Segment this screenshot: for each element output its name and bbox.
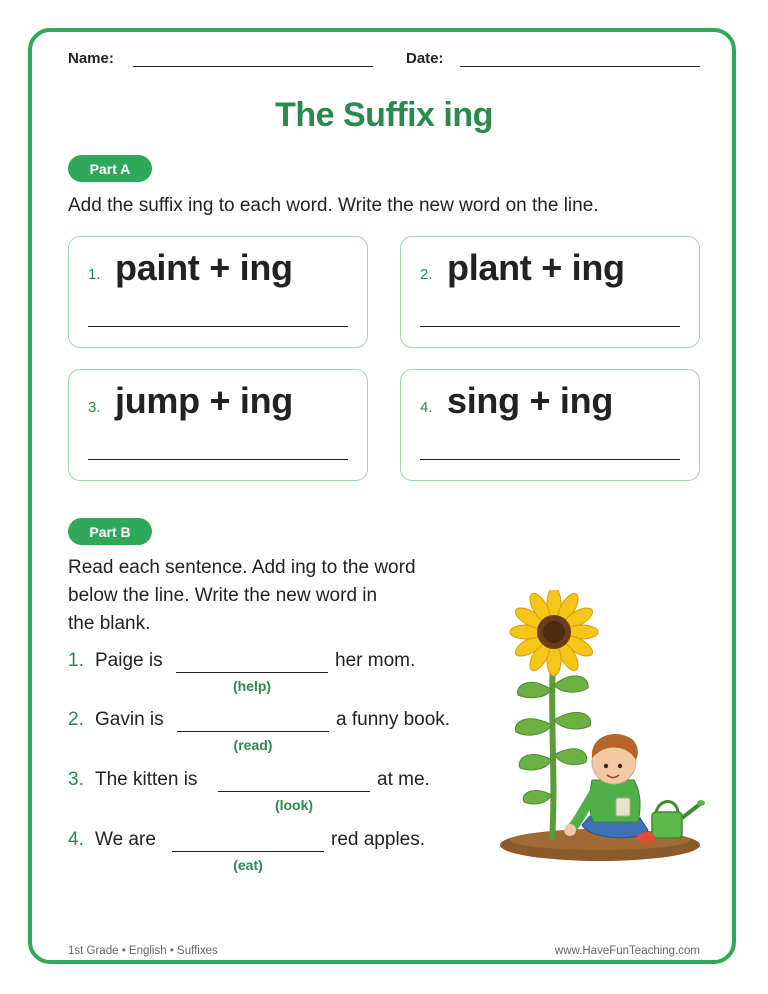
item-number: 3. — [88, 399, 101, 416]
answer-blank[interactable] — [176, 672, 328, 673]
sentence-number: 4. — [68, 829, 84, 850]
sentence-number: 2. — [68, 709, 84, 730]
answer-line[interactable] — [88, 326, 348, 327]
answer-blank[interactable] — [177, 731, 329, 732]
answer-line[interactable] — [420, 326, 680, 327]
date-line[interactable] — [460, 66, 700, 67]
sentence-after: at me. — [377, 769, 430, 790]
item-word: sing + ing — [447, 380, 614, 421]
date-label: Date: — [406, 50, 444, 67]
item-word: jump + ing — [115, 380, 294, 421]
word-hint: (eat) — [233, 857, 263, 873]
sentence-before: We are — [95, 829, 156, 850]
sentence-number: 3. — [68, 769, 84, 790]
sentence-number: 1. — [68, 650, 84, 671]
sentence-before: Gavin is — [95, 709, 164, 730]
name-label: Name: — [68, 50, 114, 67]
item-number: 1. — [88, 266, 101, 283]
word-hint: (help) — [232, 678, 272, 694]
sunflower-head — [510, 590, 598, 676]
word-box-4 — [400, 369, 700, 481]
sentence-after: red apples. — [331, 829, 426, 850]
word-box-2 — [400, 236, 700, 348]
item-word: paint + ing — [115, 247, 293, 288]
footer-grade-info: 1st Grade • English • Suffixes — [68, 945, 218, 957]
word-box-1 — [68, 236, 368, 348]
footer-website[interactable]: www.HaveFunTeaching.com — [554, 945, 700, 957]
part-a-instructions: Add the suffix ing to each word. Write the new word on the line. — [68, 195, 599, 216]
part-b-instructions-line-2: below the line. Write the new word in — [68, 585, 378, 606]
word-hint: (look) — [274, 797, 314, 813]
sunflower-boy-illustration — [490, 590, 710, 870]
watering-can — [652, 800, 705, 838]
item-word: plant + ing — [447, 247, 625, 288]
item-number: 2. — [420, 266, 433, 283]
page-title: The Suffix ing — [275, 96, 493, 134]
part-a-badge: Part A — [68, 155, 152, 182]
word-hint: (read) — [233, 737, 273, 753]
sunflower-stem — [552, 660, 553, 840]
answer-line[interactable] — [420, 459, 680, 460]
sentence-after: her mom. — [335, 650, 416, 671]
answer-line[interactable] — [88, 459, 348, 460]
part-b-instructions-line-3: the blank. — [68, 613, 151, 634]
sentence-after: a funny book. — [336, 709, 451, 730]
part-b-instructions-line-1: Read each sentence. Add ing to the word — [68, 557, 416, 578]
item-number: 4. — [420, 399, 433, 416]
name-line[interactable] — [133, 66, 373, 67]
sentence-before: The kitten is — [95, 769, 198, 790]
part-b-badge: Part B — [68, 518, 152, 545]
answer-blank[interactable] — [172, 851, 324, 852]
word-box-3 — [68, 369, 368, 481]
sentence-before: Paige is — [95, 650, 163, 671]
answer-blank[interactable] — [218, 791, 370, 792]
